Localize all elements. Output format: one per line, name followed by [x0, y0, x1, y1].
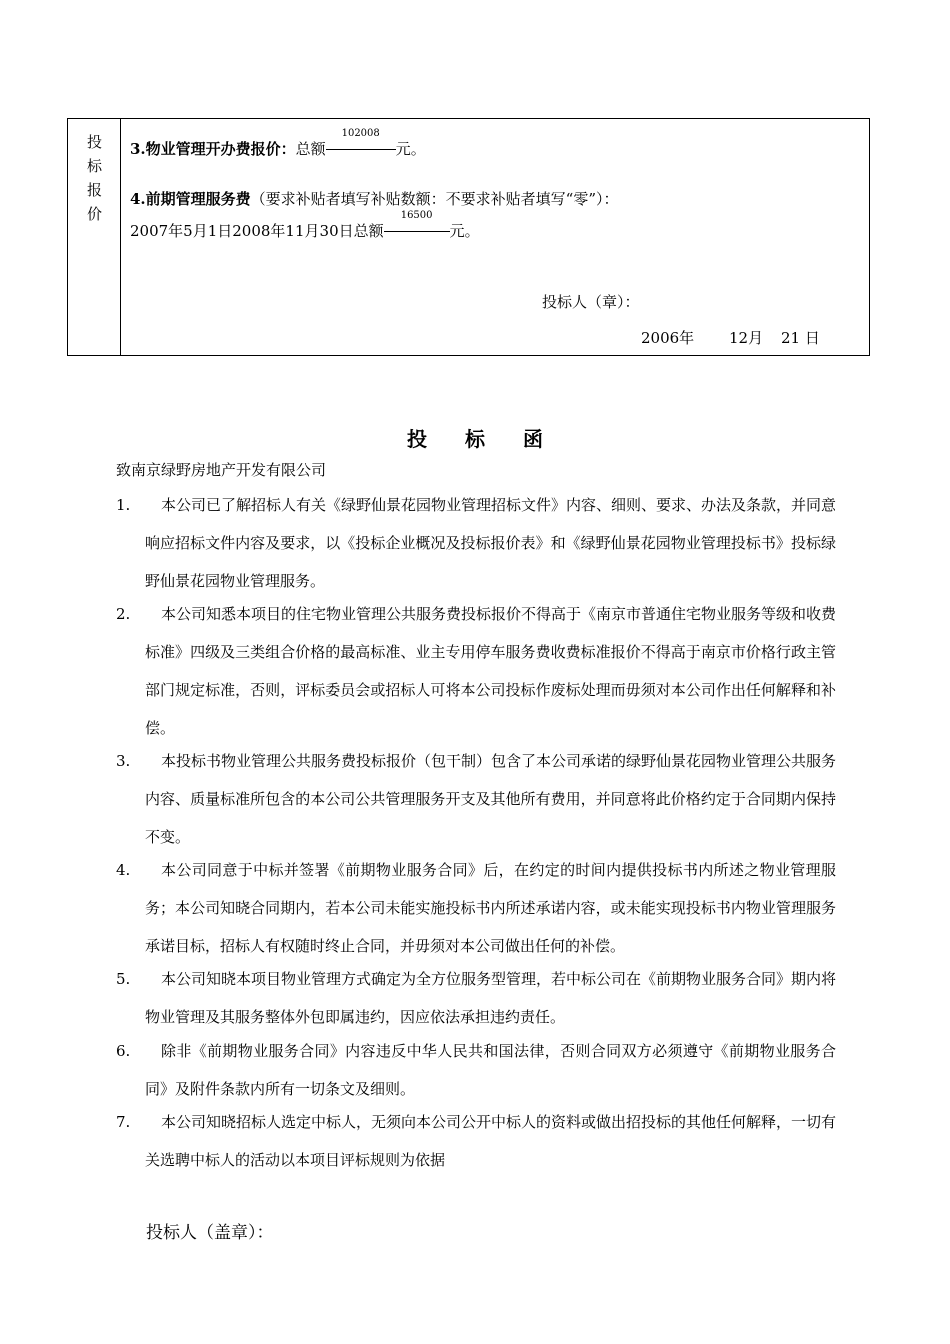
letter-signer: 投标人（盖章）：	[146, 1223, 274, 1243]
service-fee-note: （要求补贴者填写补贴数额：不要求补贴者填写“零”）：	[250, 190, 619, 208]
item-number: 7.	[116, 1113, 131, 1131]
label-char: 投	[86, 133, 102, 151]
label-char: 标	[86, 157, 102, 175]
opening-fee-prefix: 总额	[295, 140, 326, 158]
letter-item	[116, 960, 836, 1036]
opening-fee-row	[130, 128, 426, 159]
service-fee-row	[130, 189, 619, 209]
service-fee-label: 4.前期管理服务费	[130, 190, 251, 208]
table-date-day: 21 日	[781, 329, 820, 347]
item-number: 6.	[116, 1042, 131, 1060]
item-number: 1.	[116, 496, 131, 514]
letter-addressee: 致南京绿野房地产开发有限公司	[116, 461, 327, 479]
label-char: 价	[86, 205, 102, 223]
item-text: 本公司知晓招标人选定中标人，无须向本公司公开中标人的资料或做出招投标的其他任何解释，一切有关选聘中标人的活动以本项目评标规则为依据	[145, 1113, 837, 1169]
letter-item	[116, 595, 836, 747]
item-text: 本公司知悉本项目的住宅物业管理公共服务费投标报价不得高于《南京市普通住宅物业服务等级和收费标准》四级及三类组合价格的最高标准、业主专用停车服务费收费标准报价不得高于南京市价格行政主管部门规定标准，否则，评标委员会或招标人可将本公司投标作废标处理而毋须对本公司作出任何解释和补偿。	[145, 605, 837, 737]
service-fee-amount: 16500	[400, 210, 433, 221]
quote-label-cell	[68, 119, 121, 355]
item-text: 除非《前期物业服务合同》内容违反中华人民共和国法律，否则合同双方必须遵守《前期物业服务合同》及附件条款内所有一切条文及细则。	[145, 1042, 836, 1098]
letter-item	[116, 742, 836, 856]
service-fee-unit: 元。	[449, 222, 480, 240]
opening-fee-unit: 元。	[395, 140, 426, 158]
item-number: 2.	[116, 605, 131, 623]
service-fee-amount-blank	[384, 210, 450, 232]
service-fee-period-row	[130, 210, 480, 241]
item-text: 本投标书物业管理公共服务费投标报价（包干制）包含了本公司承诺的绿野仙景花园物业管理公共服务内容、质量标准所包含的本公司公共管理服务开支及其他所有费用，并同意将此价格约定于合同期内保持不变。	[145, 752, 837, 846]
label-char: 报	[86, 181, 102, 199]
opening-fee-amount: 102008	[341, 128, 380, 139]
item-number: 4.	[116, 861, 131, 879]
table-date-year: 2006年	[641, 329, 695, 347]
service-fee-period: 2007年5月1日2008年11月30日总额	[130, 222, 384, 240]
opening-fee-amount-blank	[326, 128, 396, 150]
table-signer: 投标人（章）：	[542, 293, 640, 311]
item-number: 3.	[116, 752, 131, 770]
item-number: 5.	[116, 970, 131, 988]
bid-quote-table	[67, 118, 870, 356]
letter-title: 投标函	[407, 427, 581, 451]
item-text: 本公司知晓本项目物业管理方式确定为全方位服务型管理，若中标公司在《前期物业服务合同》期内将物业管理及其服务整体外包即属违约，因应依法承担违约责任。	[145, 970, 837, 1026]
table-date-month: 12月	[729, 329, 764, 347]
item-text: 本公司已了解招标人有关《绿野仙景花园物业管理招标文件》内容、细则、要求、办法及条款，并同意响应招标文件内容及要求，以《投标企业概况及投标报价表》和《绿野仙景花园物业管理投标书》投标绿野仙景花园物业管理服务。	[145, 496, 837, 590]
opening-fee-label: 3.物业管理开办费报价：	[130, 140, 296, 158]
letter-item	[116, 1032, 836, 1108]
letter-item	[116, 851, 836, 965]
letter-item	[116, 1103, 836, 1179]
item-text: 本公司同意于中标并签署《前期物业服务合同》后，在约定的时间内提供投标书内所述之物业管理服务；本公司知晓合同期内，若本公司未能实施投标书内所述承诺内容，或未能实现投标书内物业管理服务承诺目标，招标人有权随时终止合同，并毋须对本公司做出任何的补偿。	[145, 861, 836, 955]
letter-item	[116, 486, 836, 600]
